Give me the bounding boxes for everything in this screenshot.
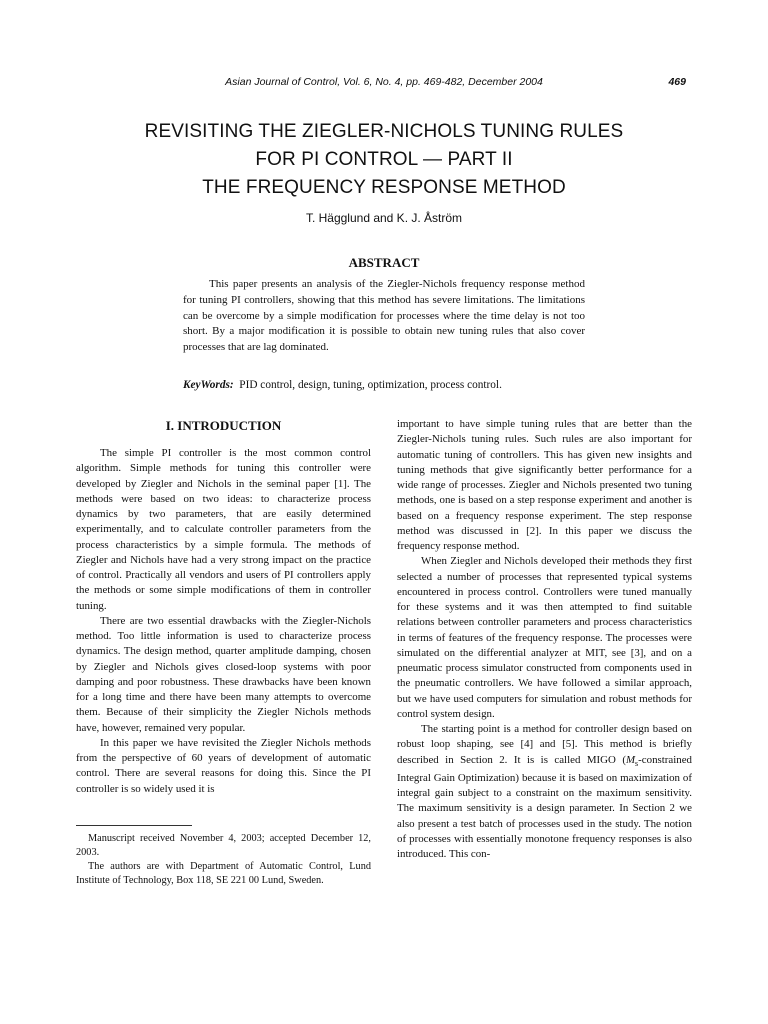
- title-line-2: FOR PI CONTROL — PART II: [255, 149, 513, 170]
- journal-header: Asian Journal of Control, Vol. 6, No. 4, pp. 469-482, December 2004: [225, 76, 543, 88]
- title-line-3: THE FREQUENCY RESPONSE METHOD: [202, 177, 566, 198]
- paragraph: [397, 722, 692, 862]
- paragraph: There are two essential drawbacks with the Ziegler-Nichols method. Too little information is used to characterize process dynamics. The design method, quarter amplitude damping, chosen by Ziegler and Nichols gives closed-loop systems with poor damping and poor robustness. These drawbacks have been known for a long time and there have been many attempts to overcome them. Because of their simplicity the Ziegler Nichols methods have, however, remained very popular.: [76, 614, 371, 734]
- math-subscript: s: [635, 758, 639, 768]
- paragraph-text: The starting point is a method for controller design based on robust loop shaping, see [4] and [5]. This method is briefly described in Section 2. It is is called MIGO (: [397, 723, 692, 766]
- keywords: [183, 379, 585, 391]
- footnote: The authors are with Department of Automatic Control, Lund Institute of Technology, Box 118, SE 221 00 Lund, Sweden.: [76, 861, 371, 886]
- left-column: [76, 446, 371, 797]
- paragraph-text: -constrained Integral Gain Optimization) because it is based on maximization of integral gain subject to a constraint on the maximum sensitivity. The maximum sensitivity is a design parameter. In Section 2 we also present a test batch of processes used in the study. The notion of processes with essentially monotone frequency responses is also introduced. This con-: [397, 753, 692, 861]
- paragraph: When Ziegler and Nichols developed their methods they first selected a number of processes that represented typical systems encountered in process control. Controllers were tuned manually for these systems and it was then attempted to find suitable relations between controller parameters and process characteristics in terms of features of the frequency response. The processes were simulated on the differential analyzer at MIT, see [3], and on a pneumatic process simulator constructed from components used in the pneumatic controllers. We have followed a similar approach, but we have used computers for simulation and robust methods for control system design.: [397, 555, 692, 720]
- title-line-1: REVISITING THE ZIEGLER-NICHOLS TUNING RULES: [144, 121, 624, 142]
- footnote-rule: [76, 825, 192, 826]
- math-symbol: M: [625, 753, 636, 766]
- section-heading: I. INTRODUCTION: [165, 418, 282, 433]
- abstract-text: This paper presents an analysis of the Ziegler-Nichols frequency response method for tuning PI controllers, showing that this method has severe limitations. The limitations can be overcome by a simple modification for processes where the time delay is not too short. By a major modification it is possible to obtain new tuning rules that also cover processes that are lag dominated.: [183, 278, 585, 354]
- abstract-heading: ABSTRACT: [348, 255, 420, 270]
- keywords-label: KeyWords:: [183, 379, 234, 391]
- right-column: [397, 417, 692, 862]
- keywords-text: PID control, design, tuning, optimization, process control.: [239, 379, 502, 391]
- paragraph: important to have simple tuning rules that are better than the Ziegler-Nichols tuning rules. Such rules are also important for automatic tuning of controllers. This has given new insights and tuning methods that give significantly better performance for a wide range of processes. Ziegler and Nichols presented two tuning methods, one is based on a step response experiment and another is based on a frequency response experiment. The step response method was discussed in [2]. In this paper we discuss the frequency response method.: [397, 418, 692, 552]
- paragraph: The simple PI controller is the most common control algorithm. Simple methods for tuning this controller were developed by Ziegler and Nichols in the seminal paper [1]. The methods were based on two ideas: to characterize process dynamics by two parameters, that are easily determined experimentally, and to calculate controller parameters from the process characteristics by a simple formula. The methods of Ziegler and Nichols have had a very strong impact on the practice of control. Practically all vendors and users of PI controllers apply the methods or some simple modifications of them in controller tuning.: [76, 447, 371, 612]
- page-number: 469: [668, 76, 686, 88]
- authors: T. Hägglund and K. J. Åström: [305, 211, 463, 225]
- footnotes: [76, 832, 371, 888]
- paragraph: In this paper we have revisited the Ziegler Nichols methods from the perspective of 60 years of development of automatic control. There are several reasons for doing this. Since the PI controller is so widely used it is: [76, 736, 371, 795]
- footnote: Manuscript received November 4, 2003; accepted December 12, 2003.: [76, 833, 371, 858]
